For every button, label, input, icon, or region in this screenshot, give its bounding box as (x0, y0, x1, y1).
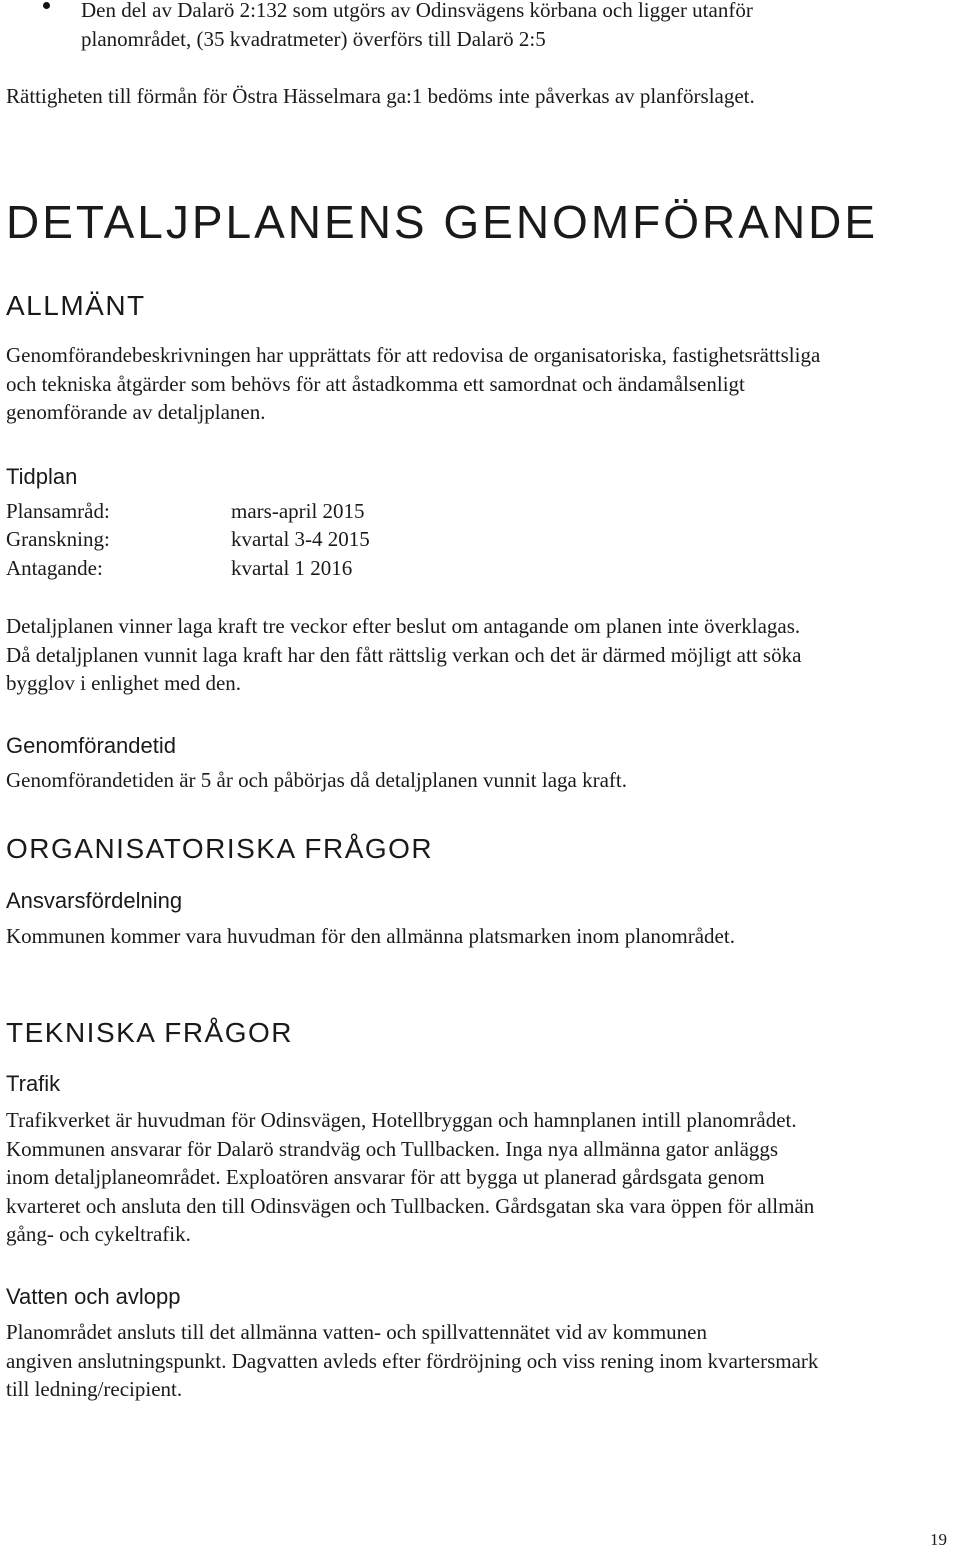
ansvarsfordelning-heading: Ansvarsfördelning (6, 888, 183, 913)
paragraph-line: och tekniska åtgärder som behövs för att åstadkomma ett samordnat och ändamålsenligt (6, 371, 745, 396)
genomforandetid-paragraph: Genomförandetiden är 5 år och påbörjas då detaljplanen vunnit laga kraft. (6, 768, 628, 792)
vatten-paragraph (6, 1318, 956, 1404)
allmant-heading: ALLMÄNT (6, 290, 146, 321)
bullet-item (6, 0, 946, 53)
paragraph-line: Trafikverket är huvudman för Odinsvägen, Hotellbryggan och hamnplanen intill planområdet. (6, 1108, 797, 1132)
paragraph-line: Genomförandebeskrivningen har upprättats för att redovisa de organisatoriska, fastighetsrättsliga (6, 343, 821, 367)
schedule-row (6, 497, 606, 525)
bullet-line-1: Den del av Dalarö 2:132 som utgörs av Odinsvägens körbana och ligger utanför (81, 0, 753, 22)
trafik-paragraph (6, 1106, 956, 1249)
ansvarsfordelning-paragraph: Kommunen kommer vara huvudman för den allmänna platsmarken inom planområdet. (6, 924, 735, 948)
paragraph-line: Kommunen ansvarar för Dalarö strandväg och Tullbacken. Inga nya allmänna gator anläggs (6, 1136, 779, 1161)
paragraph-line: kvarteret och ansluta den till Odinsvägen och Tullbacken. Gårdsgatan ska vara öppen för allmän (6, 1193, 815, 1218)
paragraph-line: Då detaljplanen vunnit laga kraft har den fått rättslig verkan och det är därmed möjligt att söka (6, 642, 802, 667)
bullet-line-2: planområdet, (35 kvadratmeter) överförs till Dalarö 2:5 (81, 26, 546, 51)
organisatoriska-heading: ORGANISATORISKA FRÅGOR (6, 833, 434, 864)
paragraph-line: till ledning/recipient. (6, 1377, 183, 1401)
tidplan-heading: Tidplan (6, 464, 78, 489)
schedule-row (6, 554, 606, 582)
rights-paragraph: Rättigheten till förmån för Östra Hässelmara ga:1 bedöms inte påverkas av planförslaget. (6, 84, 755, 108)
schedule-label: Granskning: (6, 527, 110, 551)
paragraph-line: angiven anslutningspunkt. Dagvatten avleds efter fördröjning och viss rening inom kvartersmark (6, 1348, 819, 1373)
trafik-heading: Trafik (6, 1071, 61, 1096)
paragraph-line: Detaljplanen vinner laga kraft tre veckor efter beslut om antagande om planen inte överklagas. (6, 614, 801, 638)
genomforandetid-heading: Genomförandetid (6, 733, 176, 758)
schedule-value: kvartal 1 2016 (231, 556, 353, 580)
paragraph-line: genomförande av detaljplanen. (6, 400, 266, 424)
schedule-value: mars-april 2015 (231, 499, 365, 523)
paragraph-line: gång- och cykeltrafik. (6, 1222, 191, 1246)
paragraph-line: Planområdet ansluts till det allmänna vatten- och spillvattennätet vid av kommunen (6, 1320, 707, 1344)
schedule-row (6, 525, 606, 553)
tekniska-heading: TEKNISKA FRÅGOR (6, 1017, 293, 1048)
paragraph-line: bygglov i enlighet med den. (6, 671, 242, 695)
schedule-value: kvartal 3-4 2015 (231, 527, 370, 551)
schedule-label: Plansamråd: (6, 499, 110, 523)
schedule-label: Antagande: (6, 556, 103, 580)
paragraph-line: inom detaljplaneområdet. Exploatören ansvarar för att bygga ut planerad gårdsgata genom (6, 1165, 765, 1189)
page-number: 19 (930, 1530, 947, 1549)
bullet-icon (43, 2, 50, 9)
allmant-paragraph (6, 341, 956, 427)
vatten-heading: Vatten och avlopp (6, 1284, 181, 1309)
page-title: DETALJPLANENS GENOMFÖRANDE (6, 196, 879, 248)
tidplan-paragraph (6, 612, 956, 698)
